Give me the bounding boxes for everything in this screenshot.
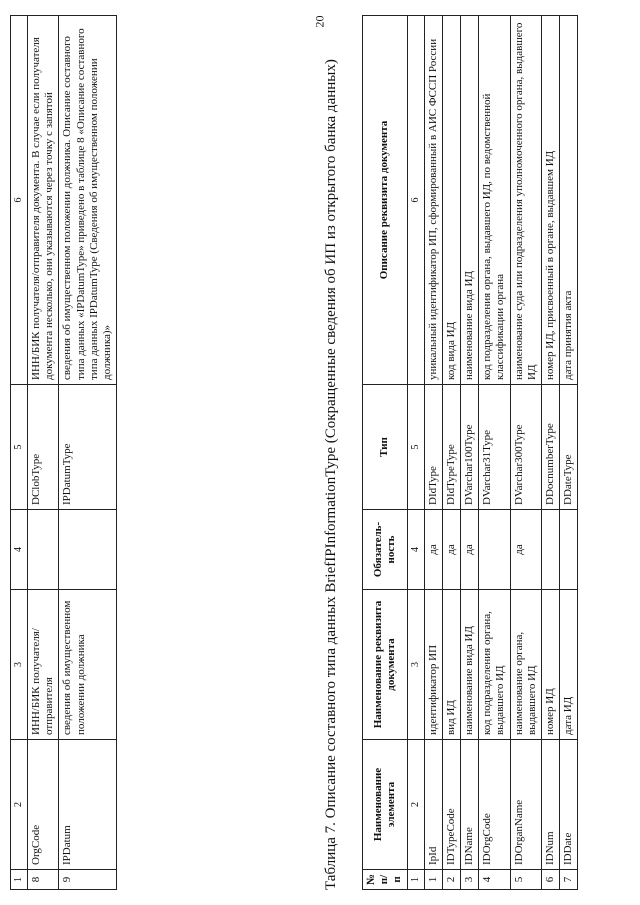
- column-number: 6: [11, 16, 28, 385]
- cell-n: 6: [541, 870, 559, 890]
- table-row: [510, 16, 541, 890]
- cell-n: 9: [59, 870, 117, 890]
- column-header: Описание реквизита документа: [363, 16, 408, 385]
- cell-req: [541, 510, 559, 590]
- cell-n: 3: [460, 870, 478, 890]
- cell-desc: наименование вида ИД: [460, 16, 478, 385]
- column-header: Наименование элемента: [363, 740, 408, 870]
- cell-name: IDName: [460, 740, 478, 870]
- column-number: 4: [407, 510, 424, 590]
- cell-title: номер ИД: [541, 590, 559, 740]
- cell-desc: уникальный идентификатор ИП, сформированный в АИС ФССП России: [424, 16, 442, 385]
- column-number: 5: [11, 385, 28, 510]
- cell-name: IPDatum: [59, 740, 117, 870]
- table-row: [59, 16, 117, 890]
- cell-title: код подразделения органа, выдавшего ИД: [479, 590, 510, 740]
- cell-req: да: [510, 510, 541, 590]
- column-header: Обязатель-ность: [363, 510, 408, 590]
- cell-req: [28, 510, 59, 590]
- cell-req: да: [460, 510, 478, 590]
- cell-n: 8: [28, 870, 59, 890]
- cell-name: IDNum: [541, 740, 559, 870]
- cell-n: 7: [560, 870, 578, 890]
- cell-type: IPDatumType: [59, 385, 117, 510]
- cell-title: наименование вида ИД: [460, 590, 478, 740]
- table-row: [541, 16, 559, 890]
- column-number: 5: [407, 385, 424, 510]
- column-number: 1: [11, 870, 28, 890]
- cell-req: [59, 510, 117, 590]
- cell-name: IDDate: [560, 740, 578, 870]
- cell-desc: сведения об имущественном положении должника. Описание составного типа данных «IPDatumType» приведено в таблице 8 «Описание составного типа данных IPDatumType (Сведения об имущественном положении должника)»: [59, 16, 117, 385]
- header-row: [363, 16, 408, 890]
- table-row: [479, 16, 510, 890]
- cell-type: DClobType: [28, 385, 59, 510]
- cell-title: сведения об имущественном положении должника: [59, 590, 117, 740]
- cell-type: DDateType: [560, 385, 578, 510]
- column-header: Тип: [363, 385, 408, 510]
- column-number: 2: [407, 740, 424, 870]
- page-number: 20: [312, 15, 327, 28]
- cell-desc: ИНН/БИК получателя/отправителя документа. В случае если получателя документа несколько, они указываются через точку с запятой: [28, 16, 59, 385]
- cell-name: IpId: [424, 740, 442, 870]
- cell-name: IDOrgCode: [479, 740, 510, 870]
- cell-n: 4: [479, 870, 510, 890]
- cell-type: DVarchar100Type: [460, 385, 478, 510]
- cell-name: OrgCode: [28, 740, 59, 870]
- table-row: [560, 16, 578, 890]
- cell-n: 5: [510, 870, 541, 890]
- cell-type: DVarchar300Type: [510, 385, 541, 510]
- rotated-page-content: [10, 15, 625, 890]
- column-header: Наименование реквизита документа: [363, 590, 408, 740]
- table-caption: Таблица 7. Описание составного типа данных BriefIPInformationType (Сокращенные сведения об ИП из открытого банка данных): [323, 59, 339, 890]
- cell-desc: код вида ИД: [442, 16, 460, 385]
- column-number-row: [11, 16, 28, 890]
- cell-type: DIdTypeType: [442, 385, 460, 510]
- cell-type: DDocnumberType: [541, 385, 559, 510]
- table-top: [10, 15, 117, 890]
- cell-title: идентификатор ИП: [424, 590, 442, 740]
- cell-desc: код подразделения органа, выдавшего ИД, по ведомственной классификации органа: [479, 16, 510, 385]
- cell-desc: номер ИД, присвоенный в органе, выдавшем ИД: [541, 16, 559, 385]
- cell-n: 1: [424, 870, 442, 890]
- column-number-row: [407, 16, 424, 890]
- column-number: 6: [407, 16, 424, 385]
- column-number: 1: [407, 870, 424, 890]
- column-number: 3: [11, 590, 28, 740]
- table-main: [362, 15, 578, 890]
- cell-req: [479, 510, 510, 590]
- cell-desc: дата принятия акта: [560, 16, 578, 385]
- cell-n: 2: [442, 870, 460, 890]
- cell-name: IDTypeCode: [442, 740, 460, 870]
- cell-req: да: [442, 510, 460, 590]
- cell-req: [560, 510, 578, 590]
- table-row: [424, 16, 442, 890]
- cell-title: дата ИД: [560, 590, 578, 740]
- table-row: [442, 16, 460, 890]
- table-row: [28, 16, 59, 890]
- cell-type: DVarchar31Type: [479, 385, 510, 510]
- table-row: [460, 16, 478, 890]
- cell-title: ИНН/БИК получателя/отправителя: [28, 590, 59, 740]
- cell-req: да: [424, 510, 442, 590]
- column-header: № п/п: [363, 870, 408, 890]
- cell-type: DIdType: [424, 385, 442, 510]
- column-number: 2: [11, 740, 28, 870]
- cell-desc: наименование суда или подразделения уполномоченного органа, выдавшего ИД: [510, 16, 541, 385]
- column-number: 3: [407, 590, 424, 740]
- cell-title: вид ИД: [442, 590, 460, 740]
- cell-title: наименование органа, выдавшего ИД: [510, 590, 541, 740]
- cell-name: IDOrganName: [510, 740, 541, 870]
- column-number: 4: [11, 510, 28, 590]
